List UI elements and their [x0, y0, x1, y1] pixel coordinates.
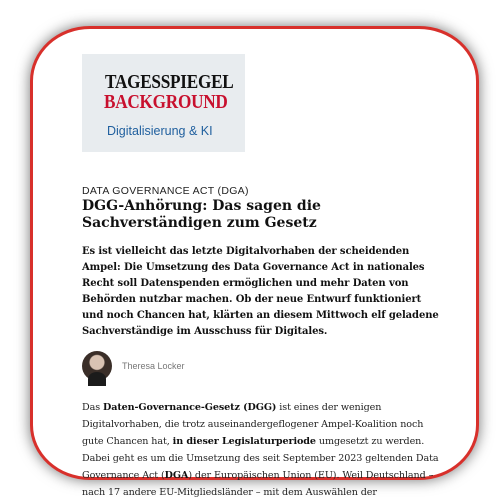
body-text: ist eines der wenigen Digitalvorhaben, die trotz auseinandergeflogener Ampel-Koalition noch gute Chancen hat,: [82, 402, 424, 447]
body-text: ) der Europäischen Union (EU). Weil Deutschland –: [188, 470, 434, 481]
body-text: nach 17 andere EU-Mitgliedsländer – mit dem Auswählen der: [82, 487, 377, 498]
author-row[interactable]: [82, 351, 442, 381]
article-card: [30, 26, 479, 498]
author-name[interactable]: Theresa Locker: [122, 361, 185, 371]
article-body: [82, 399, 442, 501]
body-bold-term: in dieser Legislaturperiode: [172, 436, 316, 447]
body-text: Das: [82, 402, 103, 413]
body-bold-term: Daten-Governance-Gesetz (DGG): [103, 402, 277, 413]
logo-background: BACKGROUND: [104, 91, 228, 113]
logo-tagesspiegel: TAGESSPIEGEL: [105, 71, 234, 93]
logo-section-label[interactable]: Digitalisierung & KI: [107, 124, 213, 138]
publication-logo[interactable]: [82, 54, 245, 152]
body-text: umgesetzt zu werden. Dabei geht es um die Umsetzung des seit September 2023 geltenden Data Governance Act (: [82, 436, 439, 481]
article-kicker: DATA GOVERNANCE ACT (DGA): [82, 185, 249, 197]
article-headline: DGG-Anhörung: Das sagen die Sachverständigen zum Gesetz: [82, 198, 321, 231]
article-content: [82, 54, 442, 501]
article-lead: Es ist vielleicht das letzte Digitalvorhaben der scheidenden Ampel: Die Umsetzung des Data Governance Act in nationales Recht soll Datenspenden ermöglichen und mehr Daten von Behörden nutzbar machen. Ob der neue Entwurf funktioniert und noch Chancen hat, klärten an diesem Mittwoch elf geladene Sachverständige im Ausschuss für Digitales.: [82, 246, 439, 337]
body-bold-term: DGA: [164, 470, 189, 481]
author-avatar[interactable]: [82, 351, 112, 381]
